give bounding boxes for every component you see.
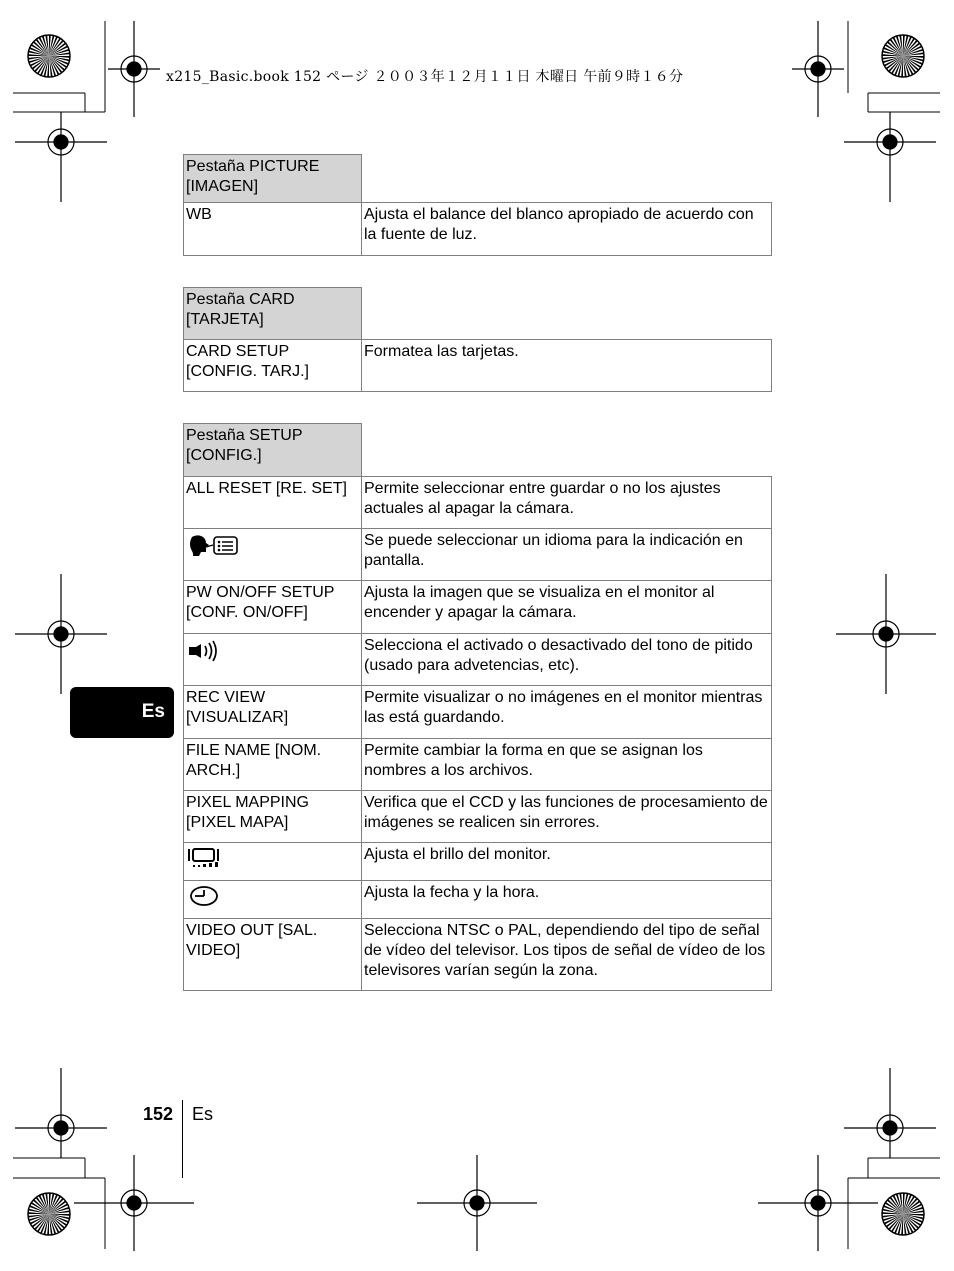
table-row: WB Ajusta el balance del blanco apropiado de acuerdo con la fuente de luz. [184, 203, 772, 256]
language-side-tab [70, 687, 174, 738]
language-side-tab-label: Es [141, 701, 165, 722]
table-row: Selecciona el activado o desactivado del tono de pitido (usado para advetencias, etc). [184, 634, 772, 686]
table-row: PW ON/OFF SETUP [CONF. ON/OFF] Ajusta la imagen que se visualiza en el monitor al encender y apagar la cámara. [184, 581, 772, 634]
table-row: VIDEO OUT [SAL. VIDEO] Selecciona NTSC o PAL, dependiendo del tipo de señal de vídeo del televisor. Los tipos de señal de vídeo de los televisores varían según la zona. [184, 919, 772, 991]
footer-divider [182, 1100, 183, 1178]
clock-icon [186, 884, 220, 908]
picture-tab-title: Pestaña PICTURE [IMAGEN] [184, 155, 362, 203]
setup-tab-table [183, 423, 772, 991]
table-row: CARD SETUP [CONFIG. TARJ.] Formatea las tarjetas. [184, 340, 772, 392]
starburst-mark [28, 35, 70, 77]
starburst-mark [882, 1193, 924, 1235]
print-header-line: x215_Basic.book 152 ページ ２００３年１２月１１日 木曜日 午前９時１６分 [166, 69, 684, 85]
footer-language: Es [192, 1104, 214, 1124]
table-row: REC VIEW [VISUALIZAR] Permite visualizar o no imágenes en el monitor mientras las está guardando. [184, 686, 772, 739]
table-row: FILE NAME [NOM. ARCH.] Permite cambiar la forma en que se asignan los nombres a los archivos. [184, 739, 772, 791]
table-row: Ajusta la fecha y la hora. [184, 881, 772, 919]
card-tab-table [183, 287, 772, 392]
beep-sound-icon [186, 638, 220, 664]
language-icon [186, 533, 242, 559]
table-row: Se puede seleccionar un idioma para la indicación en pantalla. [184, 529, 772, 581]
setup-tab-title: Pestaña SETUP [CONFIG.] [184, 424, 362, 477]
monitor-brightness-icon [186, 846, 222, 870]
table-row: Ajusta el brillo del monitor. [184, 843, 772, 881]
table-row: ALL RESET [RE. SET] Permite seleccionar entre guardar o no los ajustes actuales al apagar la cámara. [184, 477, 772, 529]
starburst-mark [28, 1193, 70, 1235]
picture-tab-table [183, 154, 772, 256]
table-row: PIXEL MAPPING [PIXEL MAPA] Verifica que el CCD y las funciones de procesamiento de imágenes se realicen sin errores. [184, 791, 772, 843]
page-number: 152 [143, 1104, 174, 1124]
starburst-mark [882, 35, 924, 77]
card-tab-title: Pestaña CARD [TARJETA] [184, 288, 362, 340]
